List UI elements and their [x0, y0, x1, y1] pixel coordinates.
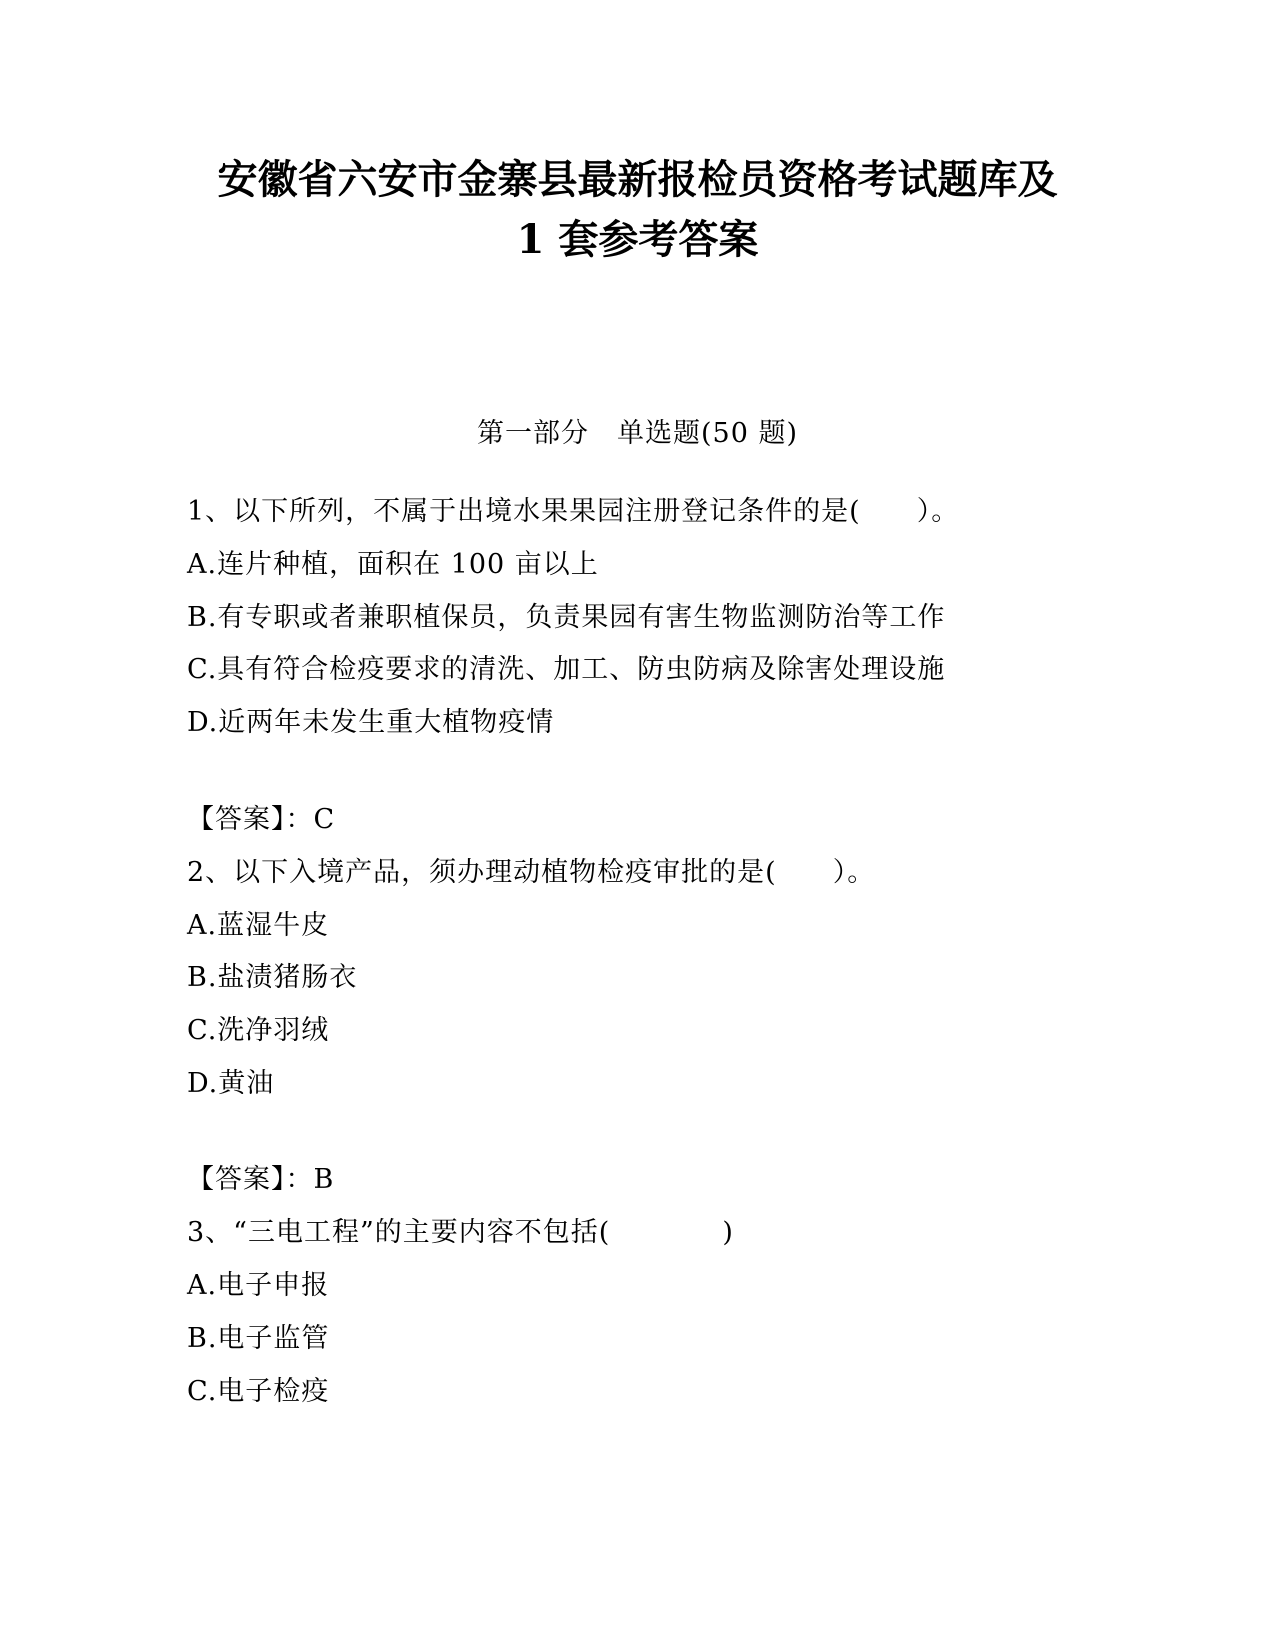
question-2-option-d: D.黄油	[187, 1068, 275, 1099]
question-3-option-b: B.电子监管	[187, 1323, 330, 1354]
question-3-stem: 3、“三电工程”的主要内容不包括( )	[187, 1217, 734, 1248]
question-3-option-a: A.电子申报	[187, 1270, 330, 1301]
question-1-option-d: D.近两年未发生重大植物疫情	[187, 707, 555, 738]
question-2-answer: 【答案】：B	[187, 1164, 335, 1195]
question-1-stem: 1、以下所列，不属于出境水果果园注册登记条件的是( ）。	[187, 496, 960, 527]
question-2-stem: 2、以下入境产品，须办理动植物检疫审批的是( ）。	[187, 857, 876, 888]
question-1-option-c: C.具有符合检疫要求的清洗、加工、防虫防病及除害处理设施	[187, 654, 946, 685]
document-title-line-1: 安徽省六安市金寨县最新报检员资格考试题库及	[217, 156, 1058, 203]
question-2-option-c: C.洗净羽绒	[187, 1015, 330, 1046]
question-3-option-c: C.电子检疫	[187, 1376, 330, 1407]
question-1-answer: 【答案】：C	[187, 804, 336, 835]
section-heading: 第一部分 单选题(50 题)	[476, 418, 798, 449]
question-1-option-b: B.有专职或者兼职植保员，负责果园有害生物监测防治等工作	[187, 602, 946, 633]
question-2-option-a: A.蓝湿牛皮	[187, 910, 330, 941]
document-title-line-2: 1 套参考答案	[516, 216, 759, 263]
question-1-option-a: A.连片种植，面积在 100 亩以上	[187, 549, 599, 580]
question-2-option-b: B.盐渍猪肠衣	[187, 962, 358, 993]
